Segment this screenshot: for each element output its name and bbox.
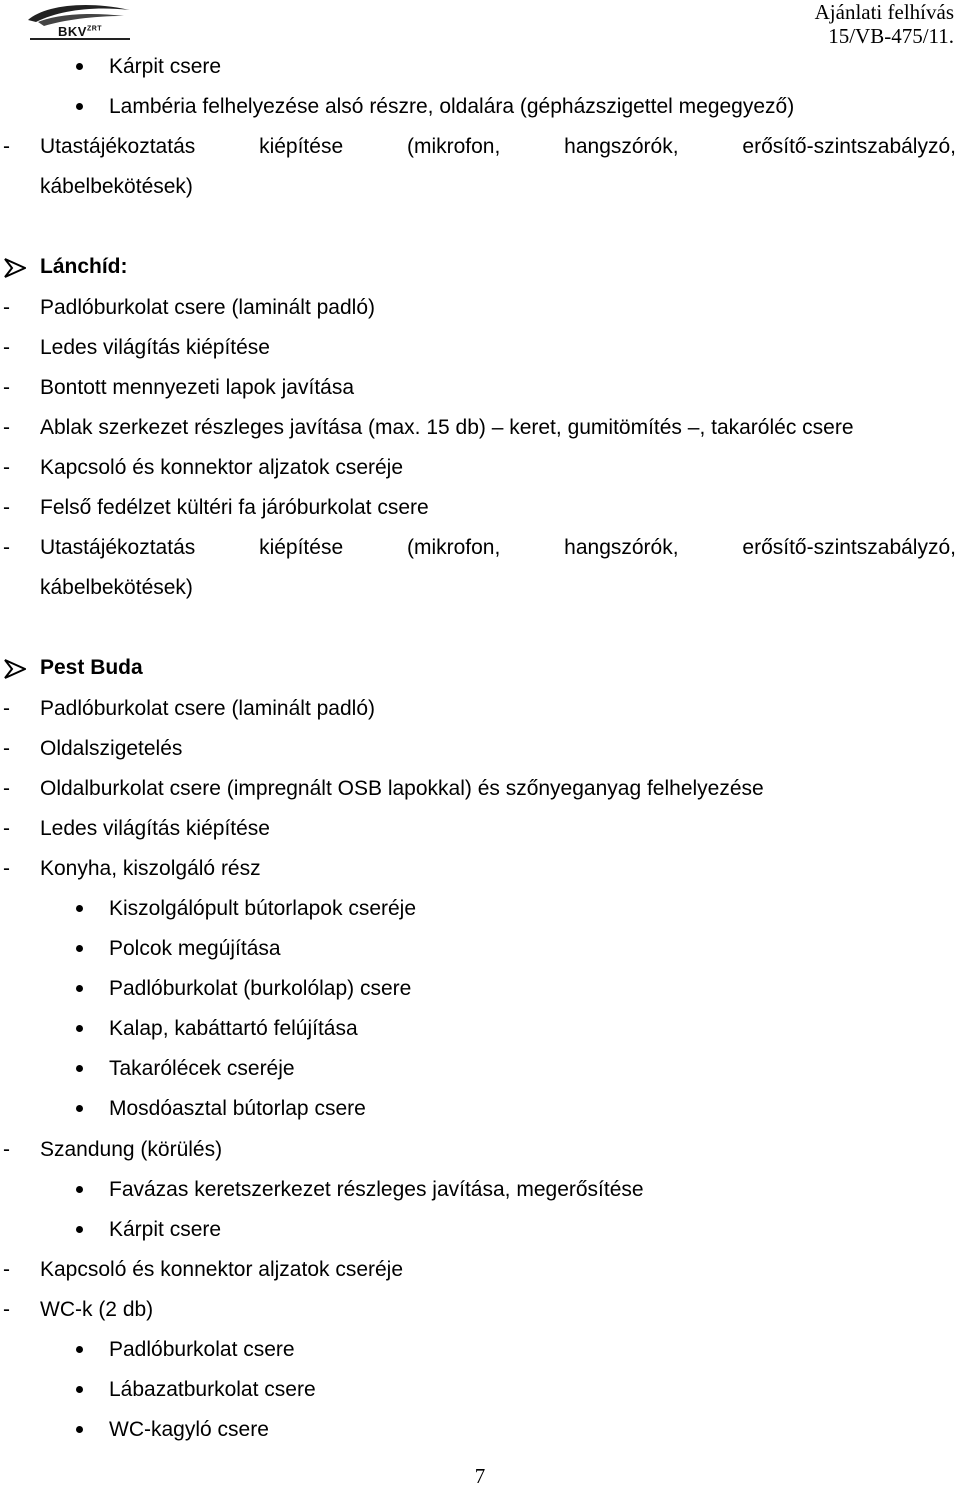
bullet-item: Lábazatburkolat csere [0,1370,960,1410]
dash-item: - Kapcsoló és konnektor aljzatok cseréje [3,455,404,479]
bullet-item: Polcok megújítása [0,929,960,969]
continuation-text: kábelbekötések) [40,175,193,199]
dash-item: - Konyha, kiszolgáló rész [3,856,261,880]
bullet-item: Kiszolgálópult bútorlapok cseréje [0,889,960,929]
continuation-text: kábelbekötések) [40,576,193,600]
dash-item: - Kapcsoló és konnektor aljzatok cseréje [3,1257,404,1281]
dash-item: - Bontott mennyezeti lapok javítása [3,375,355,399]
bullet-item: Kalap, kabáttartó felújítása [0,1009,960,1049]
document-number: 15/VB-475/11. [828,24,954,48]
page-header [0,0,960,52]
arrowhead-icon [4,659,26,679]
bullet-item: Favázas keretszerkezet részleges javítása, megerősítése [0,1170,960,1210]
bullet-item: WC-kagyló csere [0,1410,960,1450]
arrowhead-icon [4,258,26,278]
bullet-item: Kárpit csere [0,1210,960,1250]
bullet-item: Takarólécek cseréje [0,1049,960,1089]
bkv-logo [24,0,136,44]
dash-item: - Padlóburkolat csere (laminált padló) [3,696,376,720]
document-body [0,47,960,1450]
dash-item: - WC-k (2 db) [3,1297,154,1321]
document-reference [815,0,954,48]
dash-item: - Felső fedélzet kültéri fa járóburkolat csere [3,496,429,520]
dash-item: - Szandung (körülés) [3,1137,223,1161]
dash-item: - Ledes világítás kiépítése [3,335,270,359]
dash-item: - Padlóburkolat csere (laminált padló) [3,295,376,319]
dash-item: - Utastájékoztatás kiépítése (mikrofon, hangszórók, erősítő-szintszabályzó, [0,528,960,568]
dash-item: - Utastájékoztatás kiépítése (mikrofon, hangszórók, erősítő-szintszabályzó, [0,127,960,167]
document-type: Ajánlati felhívás [814,0,954,24]
bullet-item: Kárpit csere [0,47,960,87]
dash-item: - Ledes világítás kiépítése [3,816,270,840]
bullet-item: Padlóburkolat (burkolólap) csere [0,969,960,1009]
justified-text: Utastájékoztatás kiépítése (mikrofon, hangszórók, erősítő-szintszabályzó, [40,536,956,560]
bullet-item: Mosdóasztal bútorlap csere [0,1089,960,1129]
section-heading-pest-buda: Pest Buda [0,648,960,688]
logo-text: $BKV^{ZRT}$ [58,24,103,39]
dash-item: - Oldalburkolat csere (impregnált OSB lapokkal) és szőnyeganyag felhelyezése [3,776,764,800]
section-heading-lanchid: Lánchíd: [0,247,960,287]
dash-item: - Oldalszigetelés [3,736,183,760]
bullet-item: Lambéria felhelyezése alsó részre, oldalára (gépházszigettel megegyező) [0,87,960,127]
bullet-item: Padlóburkolat csere [0,1330,960,1370]
dash-item: - Ablak szerkezet részleges javítása (max. 15 db) – keret, gumitömítés –, takaróléc csere [3,415,854,439]
page-number: 7 [474,1464,486,1488]
justified-text: Utastájékoztatás kiépítése (mikrofon, hangszórók, erősítő-szintszabályzó, [40,135,956,159]
